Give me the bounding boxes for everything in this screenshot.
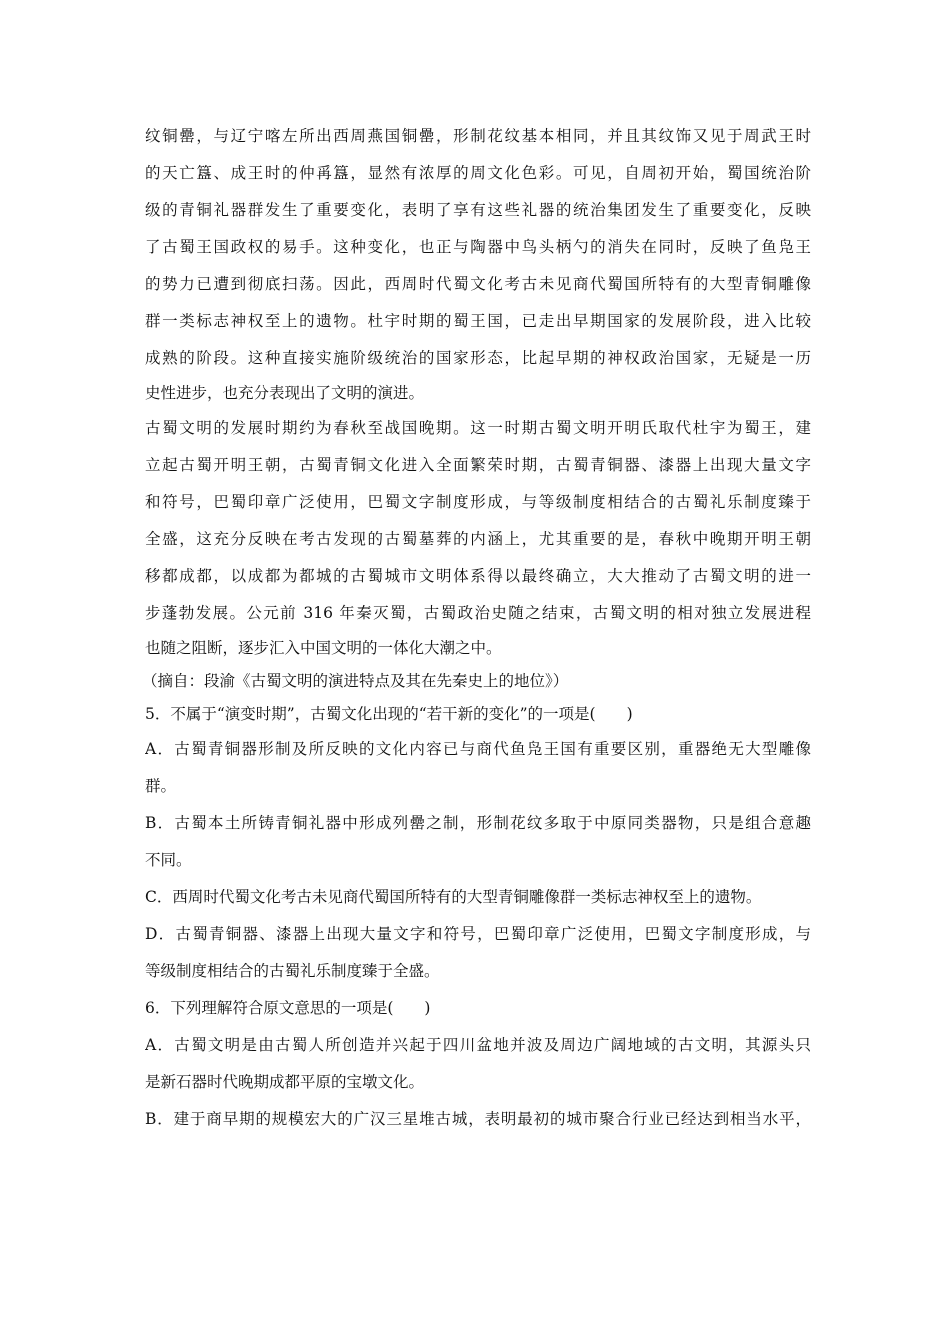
option-b: B．古蜀本土所铸青铜礼器中形成列罍之制，形制花纹多取于中原同类器物，只是组合意趣 — [145, 814, 811, 832]
option-a: A．古蜀文明是由古蜀人所创造并兴起于四川盆地并波及周边广阔地域的古文明，其源头只 — [145, 1036, 811, 1054]
option-a-cont: 是新石器时代晚期成都平原的宝墩文化。 — [145, 1073, 425, 1091]
option-d-cont: 等级制度相结合的古蜀礼乐制度臻于全盛。 — [145, 962, 440, 980]
option-d: D．古蜀青铜器、漆器上出现大量文字和符号，巴蜀印章广泛使用，巴蜀文字制度形成，与 — [145, 925, 811, 943]
text-line: 纹铜罍，与辽宁喀左所出西周燕国铜罍，形制花纹基本相同，并且其纹饰又见于周武王时 — [145, 127, 811, 145]
passage-paragraph-1 — [145, 118, 811, 410]
text-line: 也随之阻断，逐步汇入中国文明的一体化大潮之中。 — [145, 639, 502, 657]
option-a: A．古蜀青铜器形制及所反映的文化内容已与商代鱼凫王国有重要区别，重器绝无大型雕像 — [145, 740, 811, 758]
text-line: 步蓬勃发展。公元前 316 年秦灭蜀，古蜀政治史随之结束，古蜀文明的相对独立发展进程 — [145, 604, 811, 622]
option-c: C．西周时代蜀文化考古未见商代蜀国所特有的大型青铜雕像群一类标志神权至上的遗物。 — [145, 888, 762, 906]
text-line: 群一类标志神权至上的遗物。杜宇时期的蜀王国，已走出早期国家的发展阶段，进入比较 — [145, 312, 811, 330]
question-stem: 5．不属于“演变时期”，古蜀文化出现的“若干新的变化”的一项是( ) — [145, 705, 633, 723]
document-page — [142, 118, 811, 1138]
text-line: 史性进步，也充分表现出了文明的演进。 — [145, 384, 425, 402]
passage-source: （摘自：段渝《古蜀文明的演进特点及其在先秦史上的地位》） — [142, 672, 569, 690]
option-b: B．建于商早期的规模宏大的广汉三星堆古城，表明最初的城市聚合行业已经达到相当水平， — [145, 1110, 811, 1128]
option-b-cont: 不同。 — [145, 851, 192, 869]
text-line: 了古蜀王国政权的易手。这种变化，也正与陶器中鸟头柄勺的消失在同时，反映了鱼凫王 — [145, 238, 811, 256]
text-line: 的势力已遭到彻底扫荡。因此，西周时代蜀文化考古未见商代蜀国所特有的大型青铜雕像 — [145, 275, 811, 293]
text-line: 级的青铜礼器群发生了重要变化，表明了享有这些礼器的统治集团发生了重要变化，反映 — [145, 201, 811, 219]
text-line: 的天亡簋、成王时的仲爯簋，显然有浓厚的周文化色彩。可见，自周初开始，蜀国统治阶 — [145, 164, 811, 182]
text-line: 全盛，这充分反映在考古发现的古蜀墓葬的内涵上，尤其重要的是，春秋中晚期开明王朝 — [145, 530, 811, 548]
question-6 — [145, 990, 811, 1138]
text-line: 立起古蜀开明王朝，古蜀青铜文化进入全面繁荣时期，古蜀青铜器、漆器上出现大量文字 — [145, 456, 811, 474]
question-stem: 6．下列理解符合原文意思的一项是( ) — [145, 999, 431, 1017]
text-line: 和符号，巴蜀印章广泛使用，巴蜀文字制度形成，与等级制度相结合的古蜀礼乐制度臻于 — [145, 493, 811, 511]
question-5 — [145, 698, 811, 990]
passage-paragraph-2 — [145, 410, 811, 665]
option-a-cont: 群。 — [145, 777, 177, 795]
text-line: 古蜀文明的发展时期约为春秋至战国晚期。这一时期古蜀文明开明氏取代杜宇为蜀王，建 — [145, 419, 811, 437]
text-line: 移都成都，以成都为都城的古蜀城市文明体系得以最终确立，大大推动了古蜀文明的进一 — [145, 567, 811, 585]
text-line: 成熟的阶段。这种直接实施阶级统治的国家形态，比起早期的神权政治国家，无疑是一历 — [145, 349, 811, 367]
